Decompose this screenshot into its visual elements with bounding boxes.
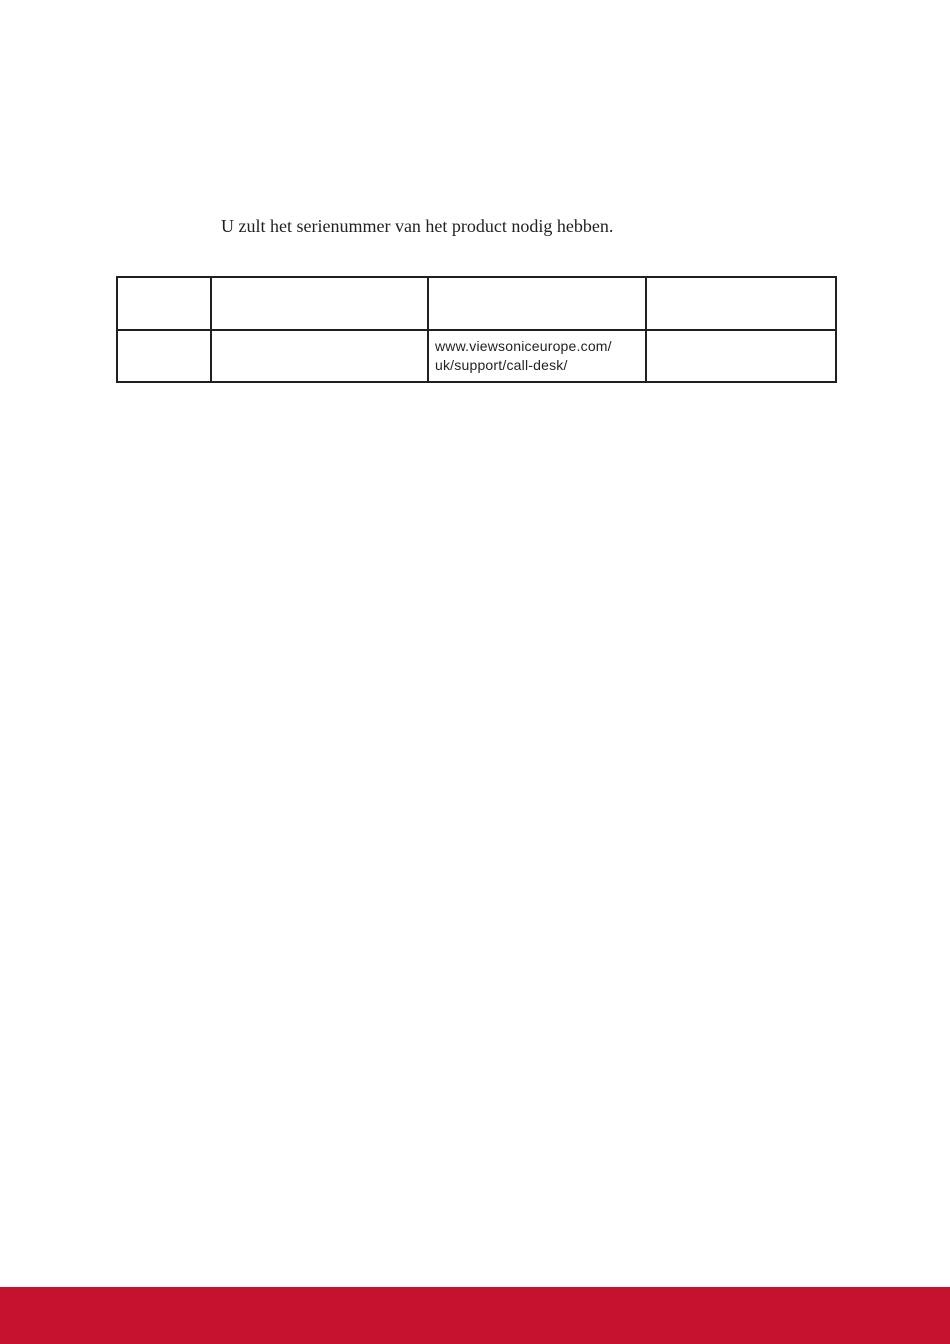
cell-website[interactable]: [428, 330, 646, 382]
header-cell-country: [117, 277, 211, 330]
cell-email: [646, 330, 836, 382]
intro-text: U zult het serienummer van het product nodig hebben.: [221, 216, 614, 236]
header-cell-website: [428, 277, 646, 330]
table-header-row: [117, 277, 836, 330]
header-cell-region: [211, 277, 428, 330]
cell-country: [117, 330, 211, 382]
support-url-line-2[interactable]: uk/support/call-desk/: [435, 357, 568, 373]
header-cell-email: [646, 277, 836, 330]
support-url-line-1[interactable]: www.viewsoniceurope.com/: [435, 338, 612, 354]
table-row: [117, 330, 836, 382]
support-table: [116, 276, 837, 383]
footer-bar: [0, 1287, 950, 1344]
cell-region: [211, 330, 428, 382]
